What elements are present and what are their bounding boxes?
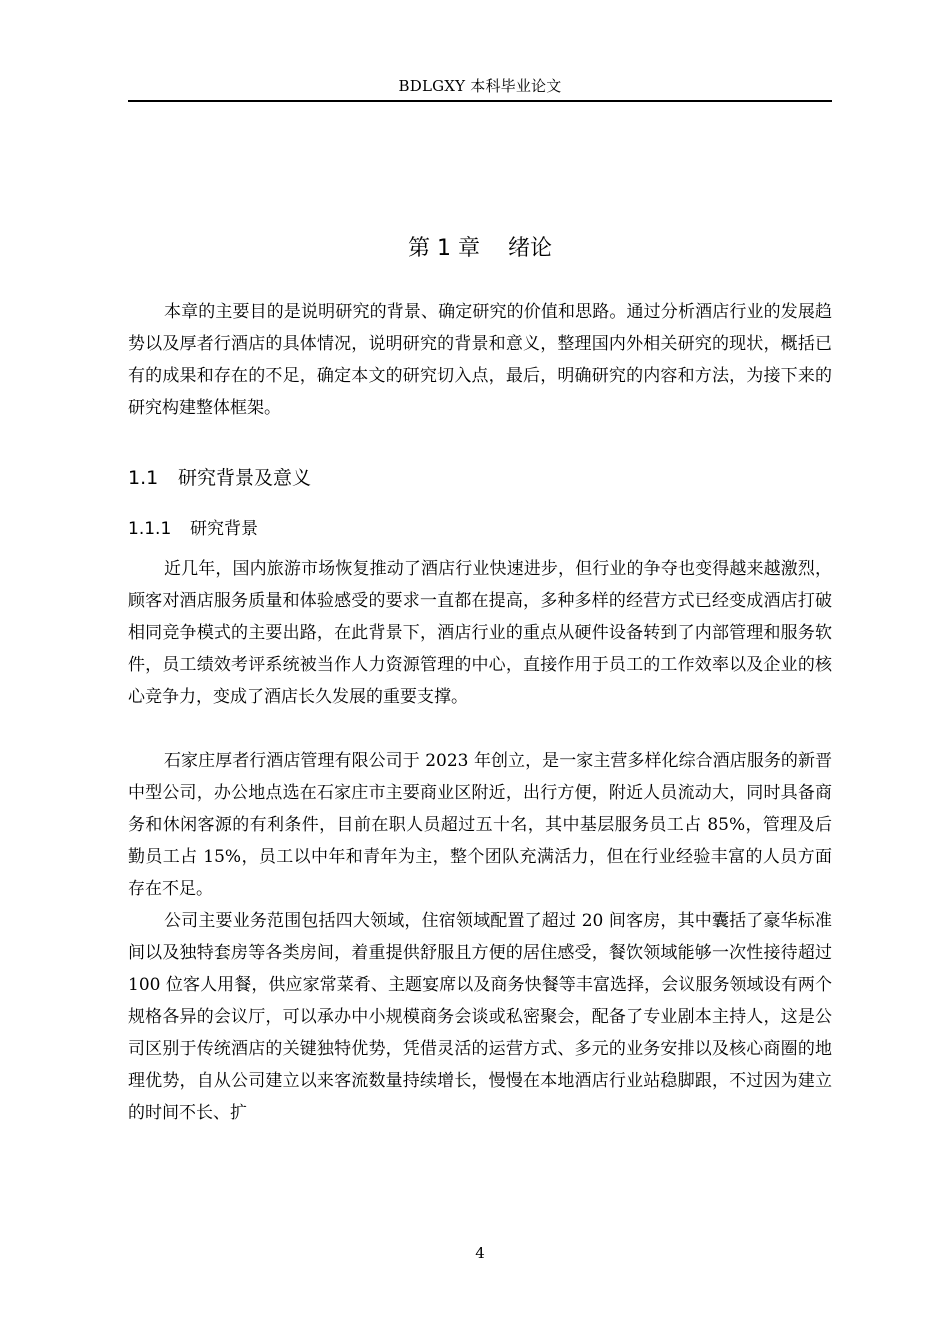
chapter-title [128,233,832,265]
body-paragraph: 公司主要业务范围包括四大领域，住宿领域配置了超过 20 间客房，其中囊括了豪华标准间以及独特套房等各类房间，着重提供舒服且方便的居住感受，餐饮领域能够一次性接待超过 100 位客人用餐，供应家常菜肴、主题宴席以及商务快餐等丰富选择，会议服务领域设有两个规格各异的会议厅，可以承办中小规模商务会谈或私密聚会，配备了专业剧本主持人，这是公司区别于传统酒店的关键独特优势，凭借灵活的运营方式、多元的业务安排以及核心商圈的地理优势，自从公司建立以来客流数量持续增长，慢慢在本地酒店行业站稳脚跟，不过因为建立的时间不长、扩 [128,911,832,1123]
page-number: 4 [475,1244,485,1262]
intro-paragraph: 本章的主要目的是说明研究的背景、确定研究的价值和思路。通过分析酒店行业的发展趋势以及厚者行酒店的具体情况，说明研究的背景和意义，整理国内外相关研究的现状，概括已有的成果和存在的不足，确定本文的研究切入点，最后，明确研究的内容和方法，为接下来的研究构建整体框架。 [128,302,832,418]
subsection-number: 1.1.1 [128,519,172,539]
header-rule [128,100,832,102]
body-paragraph: 石家庄厚者行酒店管理有限公司于 2023 年创立，是一家主营多样化综合酒店服务的新晋中型公司，办公地点选在石家庄市主要商业区附近，出行方便，附近人员流动大，同时具备商务和休闲客源的有利条件，目前在职人员超过五十名，其中基层服务员工占 85%，管理及后勤员工占 15%，员工以中年和青年为主，整个团队充满活力，但在行业经验丰富的人员方面存在不足。 [128,751,832,899]
running-header: BDLGXY 本科毕业论文 [398,77,562,95]
chapter-number: 第 1 章 [408,236,480,261]
subsection-title: 研究背景 [190,519,258,539]
body-paragraph: 近几年，国内旅游市场恢复推动了酒店行业快速进步，但行业的争夺也变得越来越激烈，顾客对酒店服务质量和体验感受的要求一直都在提高，多种多样的经营方式已经变成酒店打破相同竞争模式的主要出路，在此背景下，酒店行业的重点从硬件设备转到了内部管理和服务软件，员工绩效考评系统被当作人力资源管理的中心，直接作用于员工的工作效率以及企业的核心竞争力，变成了酒店长久发展的重要支撑。 [128,559,832,707]
section-title: 研究背景及意义 [178,467,312,489]
chapter-name: 绪论 [507,236,552,261]
section-number: 1.1 [128,467,159,489]
subsection-heading [128,516,832,542]
section-heading [128,464,832,492]
